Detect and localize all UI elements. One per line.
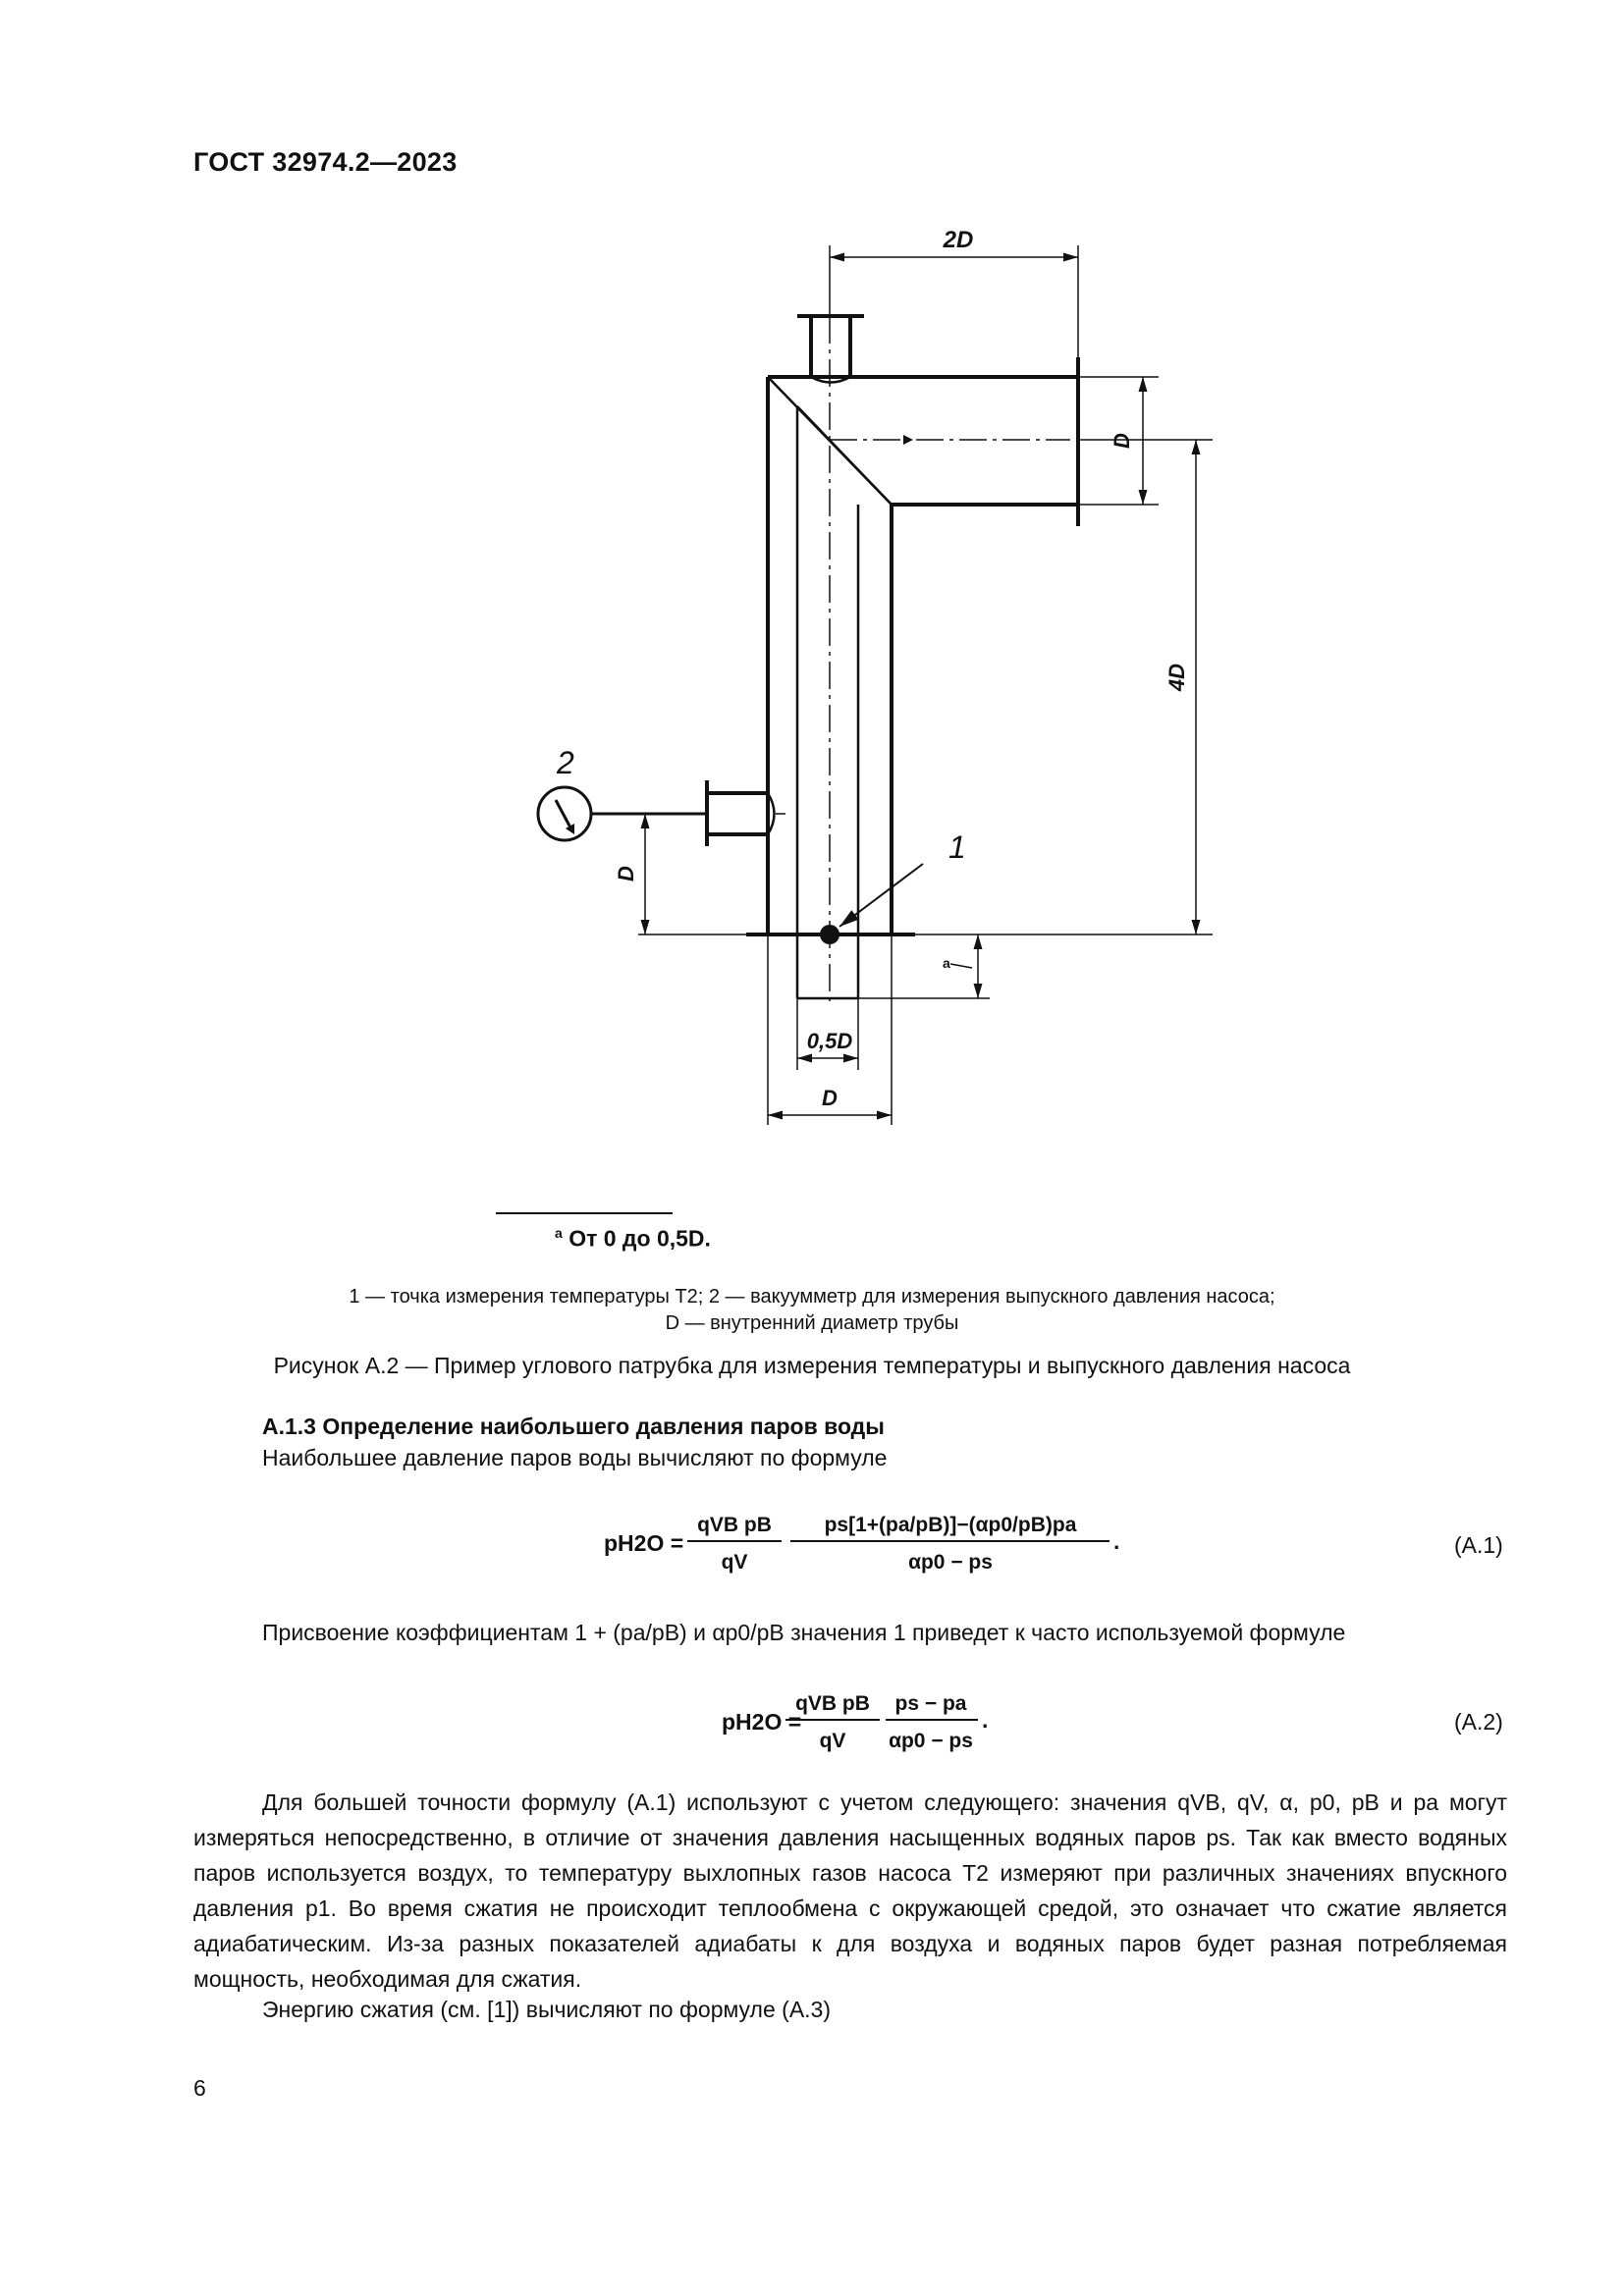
measurement-point <box>820 925 839 944</box>
dim-d-side-label: D <box>614 866 638 881</box>
formula-a1-den2: αp0 − ps <box>908 1551 993 1574</box>
section-intro: Наибольшее давление паров воды вычисляют по формуле <box>262 1445 888 1470</box>
flow-arrow <box>903 435 913 445</box>
dim-d-outlet-label: D <box>1110 433 1134 449</box>
formula-a2-end: . <box>982 1707 989 1733</box>
formula-a1-number: (А.1) <box>1454 1532 1503 1558</box>
formula-a2-den2: αp0 − ps <box>889 1730 973 1752</box>
figure-caption: Рисунок А.2 — Пример углового патрубка для измерения температуры и выпускного давления насоса <box>273 1353 1351 1378</box>
centerlines <box>776 316 1070 1001</box>
formula-a2-num2: ps − pa <box>894 1692 967 1715</box>
formula-a1-num1: qVB pB <box>697 1514 772 1536</box>
body-paragraph-text: Для большей точности формулу (А.1) используют с учетом следующего: значения qVB, qV, α, p0, pB и pa могут измеряться непосредственно, в отличие от значения давления насыщенных водяных паров ps. Так как вместо водяных паров используется воздух, то температуру выхлопных газов насоса T2 измеряют при различных значениях впускного давления p1. Во время сжатия не происходит теплообмена с окружающей средой, это означает что сжатие является адиабатическим. Из-за разных показателей адиабаты к для воздуха и водяных паров будет разная потребляемая мощность, необходимая для сжатия. <box>193 1789 1507 1992</box>
callout-2: 2 <box>557 745 574 780</box>
formula-a1-den1: qV <box>721 1551 748 1574</box>
footnote-text: От 0 до 0,5D. <box>568 1225 711 1252</box>
page-number: 6 <box>193 2075 206 2101</box>
figure-legend <box>177 1284 1447 1337</box>
legend-line-2: D — внутренний диаметр трубы <box>665 1312 959 1334</box>
section-title: А.1.3 Определение наибольшего давления паров воды <box>262 1414 885 1439</box>
dim-d-bottom-label: D <box>822 1086 838 1110</box>
formula-a2-lhs: pH2O = <box>722 1709 802 1735</box>
energy-text: Энергию сжатия (см. [1]) вычисляют по формуле (А.3) <box>262 1997 831 2022</box>
callout-1: 1 <box>948 829 966 865</box>
footnote-marker: a <box>555 1225 563 1241</box>
footnote-rule <box>496 1212 673 1214</box>
formula-a1-num2: ps[1+(pa/pB)]−(αp0/pB)pa <box>824 1514 1077 1536</box>
assignment-text: Присвоение коэффициентам 1 + (pa/pB) и αp0/pB значения 1 приведет к часто используемой формуле <box>262 1620 1346 1645</box>
footnote <box>555 1225 711 1253</box>
formula-a2-den1: qV <box>819 1730 846 1752</box>
note-a-marker: a <box>943 955 950 971</box>
dim-4d-label: 4D <box>1164 663 1189 692</box>
legend-line-1: 1 — точка измерения температуры T2; 2 — вакуумметр для измерения выпускного давления насоса; <box>349 1286 1275 1308</box>
dim-half-d-label: 0,5D <box>806 1029 853 1053</box>
formula-a2-number: (А.2) <box>1454 1709 1503 1735</box>
body-paragraph <box>193 1785 1507 1997</box>
pipe-outline <box>707 316 1078 934</box>
formula-a1 <box>589 1502 1139 1580</box>
formula-a2-num1: qVB pB <box>795 1692 870 1715</box>
formula-a1-end: . <box>1113 1528 1120 1554</box>
elbow-pipe-drawing <box>511 216 1237 1158</box>
document-header: ГОСТ 32974.2—2023 <box>193 147 458 177</box>
formula-a2 <box>707 1681 1001 1759</box>
formula-a1-lhs: pH2O = <box>604 1530 684 1556</box>
dim-2d-label: 2D <box>943 227 974 253</box>
